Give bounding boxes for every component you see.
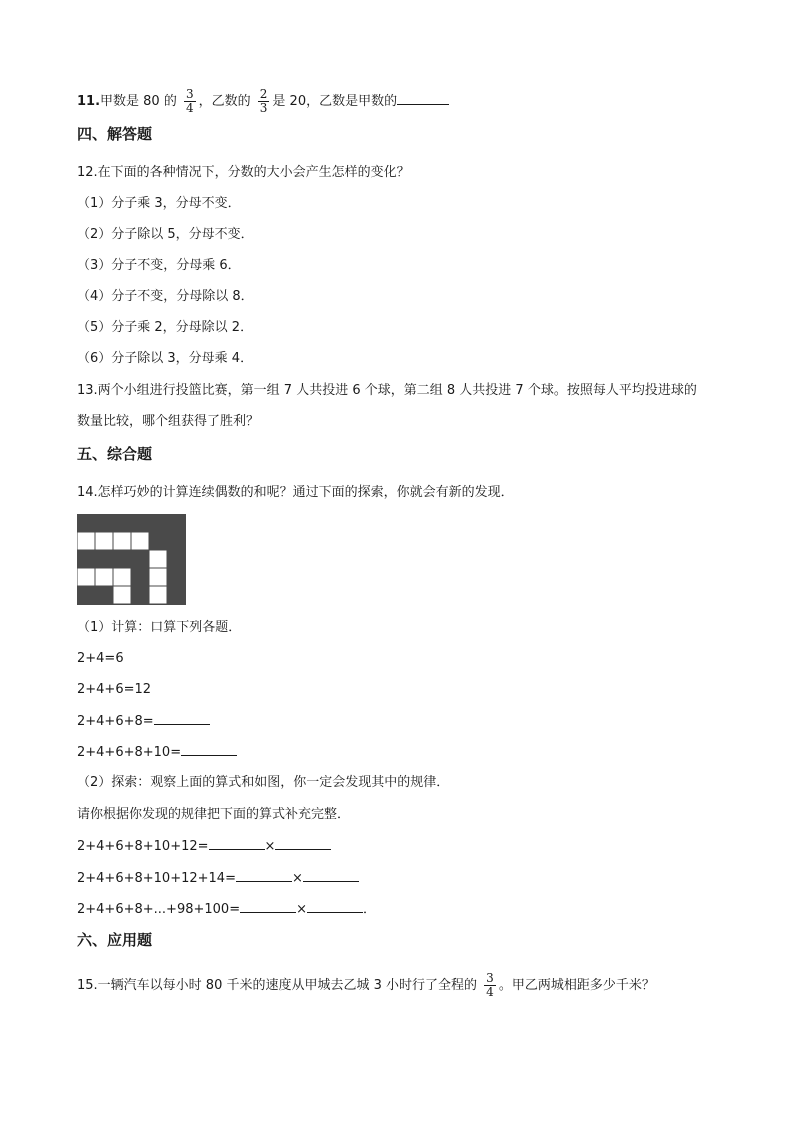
q11-text-a: 甲数是 80 的 — [100, 94, 177, 109]
q11-text-c: 是 20，乙数是甲数的 — [272, 94, 398, 109]
q14-equation-4 — [77, 743, 237, 762]
denominator: 4 — [185, 101, 194, 115]
q14-equation-5 — [77, 837, 331, 856]
answer-blank[interactable] — [154, 712, 210, 725]
question-12-stem: 12.在下面的各种情况下，分数的大小会产生怎样的变化？ — [77, 165, 410, 180]
equation-text: 2+4+6+8+10+12= — [77, 839, 209, 854]
q14-equation-6 — [77, 869, 359, 888]
question-13-line-1: 13.两个小组进行投篮比赛，第一组 7 人共投进 6 个球，第二组 8 人共投进 7 个球。按照每人平均投进球的 — [77, 383, 697, 398]
q12-part-2: （2）分子除以 5，分母不变． — [77, 227, 254, 242]
answer-blank[interactable] — [181, 743, 237, 756]
equation-text: 2+4+6+8+10= — [77, 745, 182, 760]
answer-blank[interactable] — [275, 837, 331, 850]
answer-blank[interactable] — [240, 900, 296, 913]
answer-blank[interactable] — [236, 869, 292, 882]
q15-fraction — [484, 972, 496, 999]
section-heading-6: 六、应用题 — [77, 931, 153, 949]
denominator: 3 — [259, 101, 268, 115]
q14-equation-1: 2+4=6 — [77, 651, 124, 666]
even-sum-grid-figure — [77, 514, 186, 605]
question-14-stem: 14.怎样巧妙的计算连续偶数的和呢？通过下面的探索，你就会有新的发现． — [77, 485, 514, 500]
q12-part-6: （6）分子除以 3，分母乘 4． — [77, 351, 254, 366]
numerator: 3 — [486, 971, 494, 985]
q11-fraction-2 — [258, 88, 270, 115]
q14-equation-2: 2+4+6=12 — [77, 682, 152, 697]
q14-part-2-label: （2）探索：观察上面的算式和如图，你一定会发现其中的规律． — [77, 775, 450, 790]
answer-blank[interactable] — [209, 837, 265, 850]
numerator: 2 — [259, 87, 268, 101]
denominator: 4 — [486, 985, 494, 999]
question-11 — [77, 88, 449, 115]
q14-part-1-label: （1）计算：口算下列各题． — [77, 620, 242, 635]
times-sign: × — [296, 902, 307, 917]
q12-part-1: （1）分子乘 3，分母不变． — [77, 196, 241, 211]
q12-part-5: （5）分子乘 2，分母除以 2． — [77, 320, 254, 335]
q12-part-4: （4）分子不变，分母除以 8． — [77, 289, 254, 304]
q15-text-b: 。甲乙两城相距多少千米？ — [498, 978, 655, 993]
question-15 — [77, 972, 655, 999]
q12-part-3: （3）分子不变，分母乘 6． — [77, 258, 241, 273]
answer-blank[interactable] — [397, 92, 449, 105]
numerator: 3 — [185, 87, 194, 101]
section-heading-5: 五、综合题 — [77, 445, 153, 463]
equation-text: 2+4+6+8= — [77, 714, 154, 729]
q14-equation-3 — [77, 712, 210, 731]
equation-text: 2+4+6+8+...+98+100= — [77, 902, 241, 917]
q11-text-b: ，乙数的 — [198, 94, 251, 109]
section-heading-4: 四、解答题 — [77, 125, 153, 143]
answer-blank[interactable] — [307, 900, 363, 913]
q11-fraction-1 — [184, 88, 196, 115]
q14-equation-7 — [77, 900, 376, 919]
times-sign: × — [291, 871, 303, 886]
q15-text-a: 15.一辆汽车以每小时 80 千米的速度从甲城去乙城 3 小时行了全程的 — [77, 978, 478, 993]
q11-number: 11. — [77, 94, 101, 109]
equation-text: 2+4+6+8+10+12+14= — [77, 871, 236, 886]
q14-part-2-instruction: 请你根据你发现的规律把下面的算式补充完整． — [77, 807, 351, 822]
times-sign: × — [264, 839, 276, 854]
period: ． — [363, 902, 377, 917]
question-13-line-2: 数量比较，哪个组获得了胜利？ — [77, 414, 260, 429]
answer-blank[interactable] — [303, 869, 359, 882]
